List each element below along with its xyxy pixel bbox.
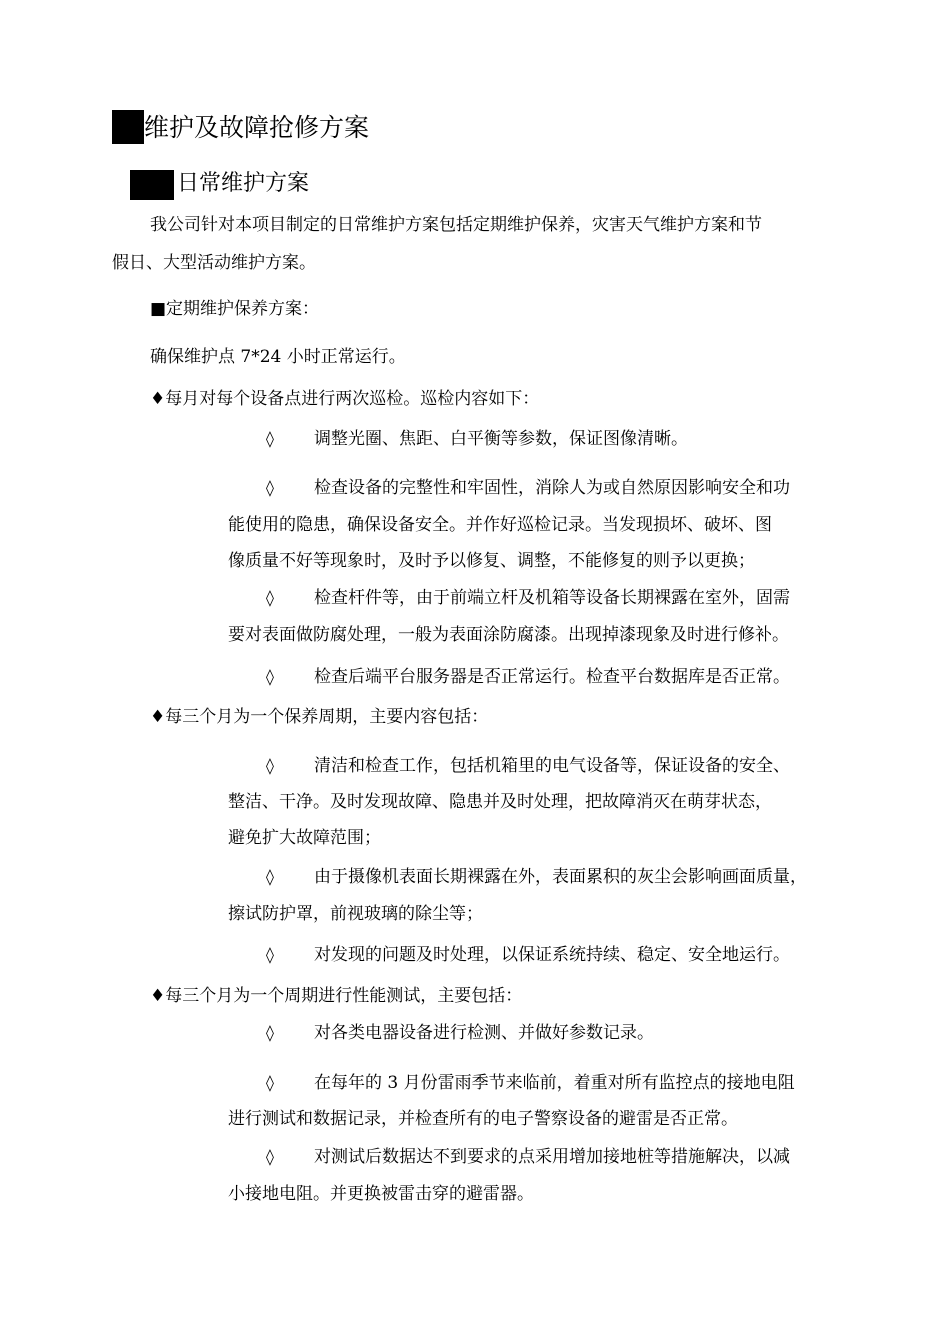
- quarterly-item-2-line-2: 擦试防护罩，前视玻璃的除尘等；: [228, 904, 483, 924]
- heading1-number-redaction: [112, 110, 144, 144]
- testing-title: ♦每三个月为一个周期进行性能测试，主要包括：: [150, 986, 523, 1006]
- diamond-bullet-icon: ◊: [266, 588, 274, 607]
- section-title: ■定期维护保养方案：: [150, 299, 320, 319]
- diamond-bullet-icon: ◊: [266, 667, 274, 686]
- monthly-item-2-line-2: 能使用的隐患，确保设备安全。并作好巡检记录。当发现损坏、破坏、图: [228, 515, 772, 535]
- intro-line-2: 假日、大型活动维护方案。: [112, 253, 316, 273]
- diamond-bullet-icon: ◊: [266, 1023, 274, 1042]
- monthly-item-3-line-2: 要对表面做防腐处理，一般为表面涂防腐漆。出现掉漆现象及时进行修补。: [228, 625, 789, 645]
- testing-item-2-line-1: 在每年的 3 月份雷雨季节来临前，着重对所有监控点的接地电阻: [314, 1073, 795, 1093]
- quarterly-title: ♦每三个月为一个保养周期，主要内容包括：: [150, 707, 489, 727]
- diamond-bullet-icon: ◊: [266, 429, 274, 448]
- diamond-bullet-icon: ◊: [266, 478, 274, 497]
- quarterly-item-1-line-1: 清洁和检查工作，包括机箱里的电气设备等，保证设备的安全、: [314, 756, 790, 776]
- monthly-item-2-line-1: 检查设备的完整性和牢固性，消除人为或自然原因影响安全和功: [314, 478, 790, 498]
- monthly-title: ♦每月对每个设备点进行两次巡检。巡检内容如下：: [150, 389, 540, 409]
- quarterly-item-1-line-2: 整洁、干净。及时发现故障、隐患并及时处理，把故障消灭在萌芽状态，: [228, 792, 772, 812]
- diamond-bullet-icon: ◊: [266, 1147, 274, 1166]
- monthly-item-2-line-3: 像质量不好等现象时，及时予以修复、调整，不能修复的则予以更换；: [228, 551, 755, 571]
- diamond-bullet-icon: ◊: [266, 756, 274, 775]
- intro-line-1: 我公司针对本项目制定的日常维护方案包括定期维护保养，灾害天气维护方案和节: [150, 215, 762, 235]
- heading1-title: 维护及故障抢修方案: [144, 113, 370, 142]
- quarterly-item-3-line-1: 对发现的问题及时处理，以保证系统持续、稳定、安全地运行。: [314, 945, 790, 965]
- diamond-bullet-icon: ◊: [266, 945, 274, 964]
- diamond-bullet-icon: ◊: [266, 867, 274, 886]
- quarterly-item-1-line-3: 避免扩大故障范围；: [228, 828, 381, 848]
- monthly-item-4-line-1: 检查后端平台服务器是否正常运行。检查平台数据库是否正常。: [314, 667, 790, 687]
- heading2-title: 日常维护方案: [177, 171, 310, 196]
- quarterly-item-2-line-1: 由于摄像机表面长期裸露在外，表面累积的灰尘会影响画面质量，: [314, 867, 807, 887]
- ensure-line: 确保维护点 7*24 小时正常运行。: [150, 347, 406, 367]
- testing-item-2-line-2: 进行测试和数据记录，并检查所有的电子警察设备的避雷是否正常。: [228, 1109, 738, 1129]
- testing-item-3-line-2: 小接地电阻。并更换被雷击穿的避雷器。: [228, 1184, 534, 1204]
- testing-item-3-line-1: 对测试后数据达不到要求的点采用增加接地桩等措施解决，以减: [314, 1147, 790, 1167]
- diamond-bullet-icon: ◊: [266, 1073, 274, 1092]
- monthly-item-1-line-1: 调整光圈、焦距、白平衡等参数，保证图像清晰。: [314, 429, 688, 449]
- monthly-item-3-line-1: 检查杆件等，由于前端立杆及机箱等设备长期裸露在室外，固需: [314, 588, 790, 608]
- testing-item-1-line-1: 对各类电器设备进行检测、并做好参数记录。: [314, 1023, 654, 1043]
- heading2-number-redaction: [130, 170, 174, 200]
